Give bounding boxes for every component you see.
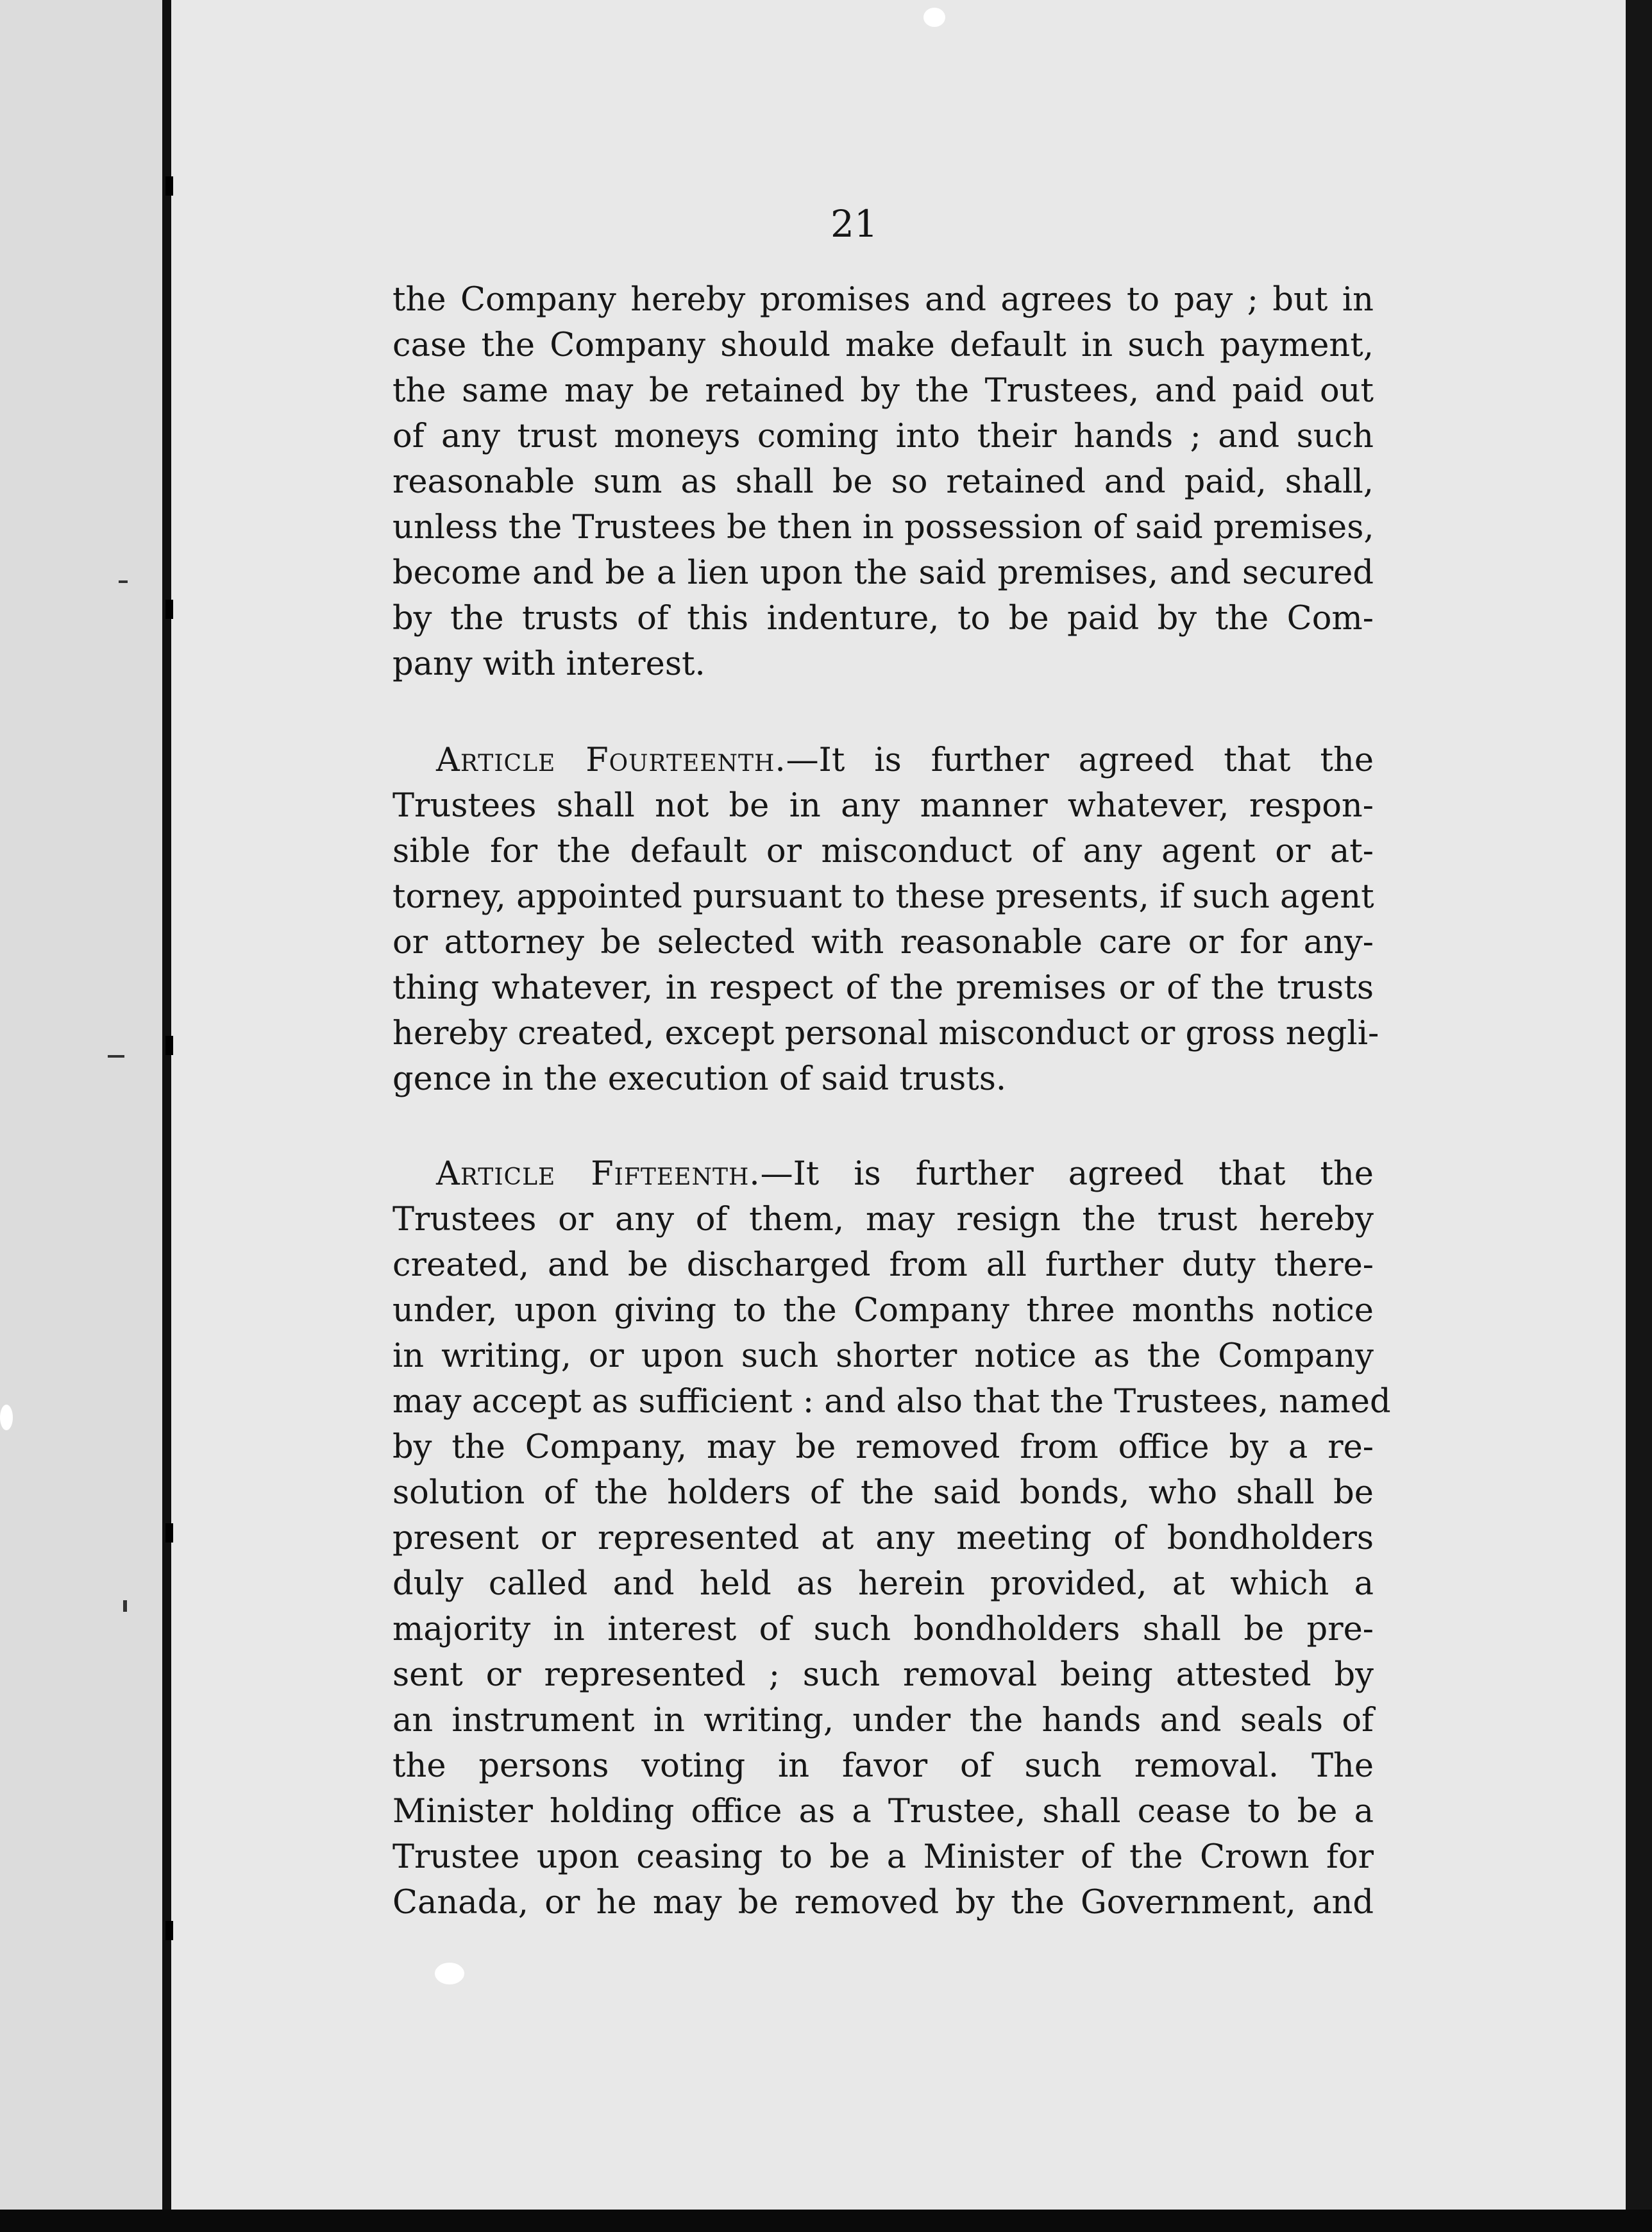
article-fourteenth (392, 738, 1379, 1102)
page-edge-shadow (1626, 0, 1652, 2232)
text-line: case the Company should make default in such payment, (392, 326, 1374, 364)
text-line: reasonable sum as shall be so retained and paid, shall, (392, 463, 1374, 501)
text-line: gence in the execution of said trusts. (392, 1060, 1007, 1098)
scan-speck (923, 8, 945, 27)
text-line: an instrument in writing, under the hands and seals of (392, 1702, 1374, 1739)
text-line: the same may be retained by the Trustees, and paid out (392, 372, 1374, 410)
article-first-line (392, 738, 1374, 783)
text-line: Trustee upon ceasing to be a Minister of the Crown for (392, 1838, 1374, 1876)
text-line: may accept as sufficient : and also that the Trustees, named (392, 1383, 1391, 1421)
text-line: Trustees or any of them, may resign the trust hereby (392, 1201, 1374, 1239)
scan-bottom-edge (0, 2210, 1652, 2232)
article-first-line (392, 1151, 1374, 1197)
text-line: of any trust moneys coming into their hands ; and such (392, 418, 1374, 455)
text-line: Trustees shall not be in any manner whatever, respon- (392, 787, 1374, 825)
scan-mark (108, 1055, 124, 1058)
text-line: sible for the default or misconduct of any agent or at- (392, 833, 1374, 870)
article-fifteenth (392, 1151, 1391, 1925)
binding-mark (165, 600, 173, 619)
text-line: become and be a lien upon the said premises, and secured (392, 554, 1374, 592)
article-heading: Article Fifteenth. (436, 1155, 761, 1193)
scan-speck (435, 1963, 464, 1984)
text-line: in writing, or upon such shorter notice as the Company (392, 1337, 1374, 1375)
text-line: torney, appointed pursuant to these presents, if such agent (392, 878, 1374, 916)
article-first-line-text: —It is further agreed that the (786, 741, 1374, 779)
text-line: pany with interest. (392, 645, 705, 683)
text-line: solution of the holders of the said bonds, who shall be (392, 1474, 1374, 1512)
binding-mark (165, 176, 173, 196)
text-line: the persons voting in favor of such removal. The (392, 1747, 1374, 1785)
text-line: under, upon giving to the Company three months notice (392, 1292, 1374, 1330)
binding-mark (165, 1523, 173, 1543)
text-line: present or represented at any meeting of bondholders (392, 1519, 1374, 1557)
binding-spine (162, 0, 171, 2210)
text-line: thing whatever, in respect of the premises or of the trusts (392, 969, 1374, 1007)
text-line: Canada, or he may be removed by the Government, and (392, 1884, 1374, 1922)
page-number: 21 (830, 202, 878, 246)
article-heading: Article Fourteenth. (436, 741, 786, 779)
text-line: unless the Trustees be then in possession of said premises, (392, 509, 1374, 546)
page-gutter (0, 0, 170, 2210)
article-first-line-text: —It is further agreed that the (760, 1155, 1374, 1193)
scan-mark (123, 1600, 127, 1612)
text-line: by the Company, may be removed from office by a re- (392, 1428, 1374, 1466)
text-line: by the trusts of this indenture, to be paid by the Com- (392, 600, 1374, 638)
text-line: hereby created, except personal misconduct or gross negli- (392, 1015, 1379, 1053)
text-line: majority in interest of such bondholders shall be pre- (392, 1611, 1374, 1648)
text-line: or attorney be selected with reasonable care or for any- (392, 924, 1374, 961)
text-line: created, and be discharged from all further duty there- (392, 1246, 1374, 1284)
binding-mark (165, 1921, 173, 1940)
scan-mark (119, 580, 128, 583)
text-line: duly called and held as herein provided, at which a (392, 1565, 1374, 1603)
text-line: the Company hereby promises and agrees to pay ; but in (392, 281, 1374, 319)
binding-mark (165, 1036, 173, 1055)
text-line: Minister holding office as a Trustee, shall cease to be a (392, 1793, 1374, 1830)
scan-speck (0, 1405, 13, 1430)
text-line: sent or represented ; such removal being attested by (392, 1656, 1374, 1694)
paragraph-continuation (392, 277, 1374, 687)
